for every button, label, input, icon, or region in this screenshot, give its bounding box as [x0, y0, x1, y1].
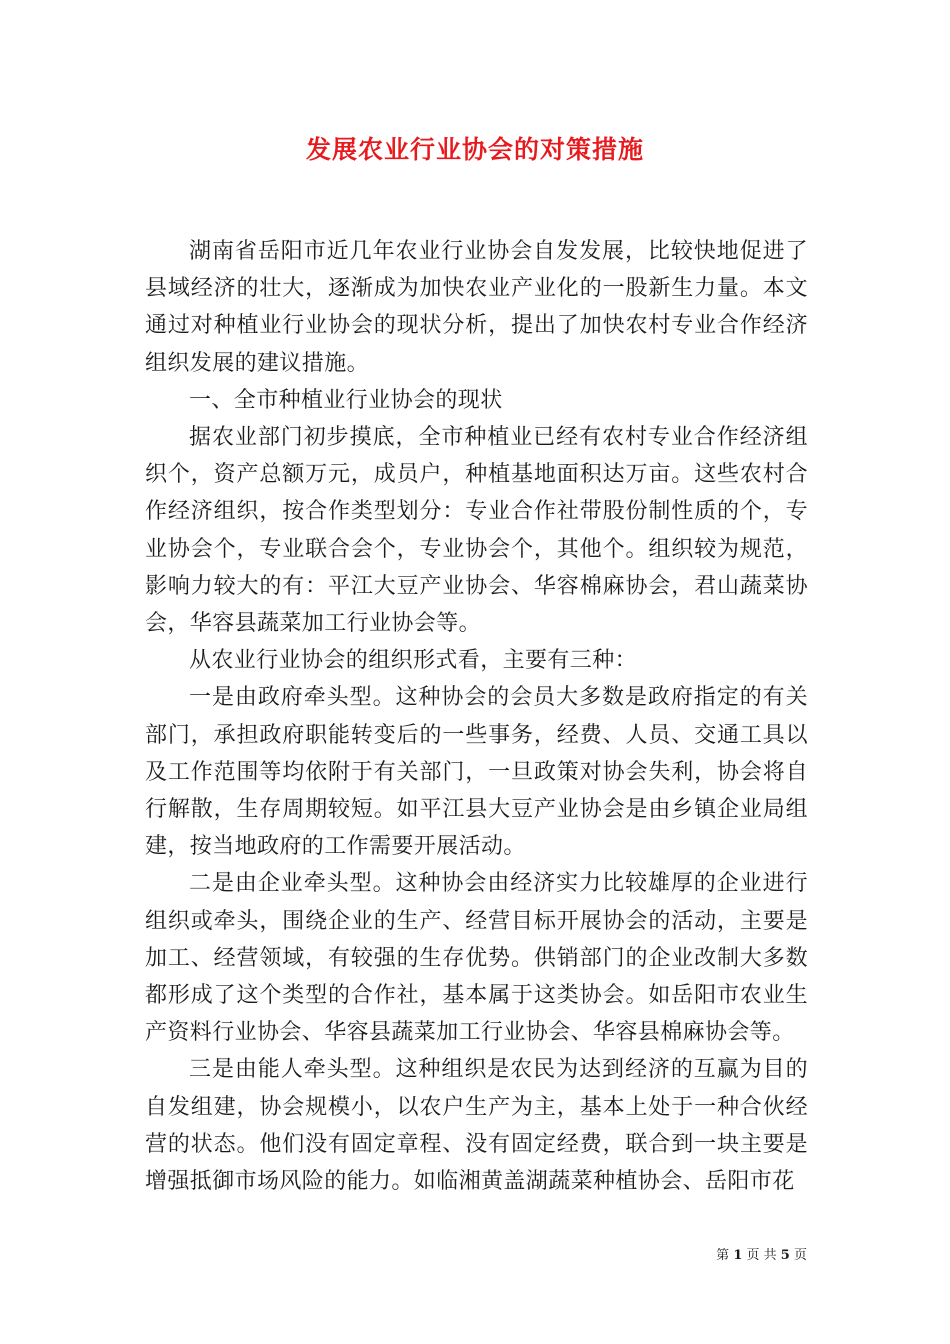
section-heading: 一、全市种植业行业协会的现状 — [189, 387, 503, 413]
leader-led-paragraph: 三是由能人牵头型。这种组织是农民为达到经济的互赢为目的自发组建，协会规模小，以农户生产为主，基本上处于一种合伙经营的状态。他们没有固定章程、没有固定经费，联合到一块主要是增强抵御市场风险的能力。如临湘黄盖湖蔬菜种植协会、岳阳市花 — [145, 1057, 808, 1195]
enterprise-led-paragraph: 二是由企业牵头型。这种协会由经济实力比较雄厚的企业进行组织或牵头，围绕企业的生产、经营目标开展协会的活动，主要是加工、经营领域，有较强的生存优势。供销部门的企业改制大多数都形成了这个类型的合作社，基本属于这类协会。如岳阳市农业生产资料行业协会、华容县蔬菜加工行业协会、华容县棉麻协会等。 — [145, 871, 808, 1046]
current-page-number: 1 — [733, 1248, 743, 1263]
government-led-paragraph: 一是由政府牵头型。这种协会的会员大多数是政府指定的有关部门，承担政府职能转变后的一些事务，经费、人员、交通工具以及工作范围等均依附于有关部门，一旦政策对协会失利，协会将自行解散，生存周期较短。如平江县大豆产业协会是由乡镇企业局组建，按当地政府的工作需要开展活动。 — [145, 685, 808, 860]
document-body — [145, 233, 808, 1200]
document-title: 发展农业行业协会的对策措施 — [305, 135, 644, 164]
total-page-number: 5 — [780, 1248, 790, 1263]
intro-paragraph: 湖南省岳阳市近几年农业行业协会自发发展，比较快地促进了县域经济的壮大，逐渐成为加快农业产业化的一股新生力量。本文通过对种植业行业协会的现状分析，提出了加快农村专业合作经济组织发展的建议措施。 — [145, 239, 808, 376]
forms-intro-paragraph: 从农业行业协会的组织形式看，主要有三种： — [189, 648, 638, 674]
status-paragraph: 据农业部门初步摸底，全市种植业已经有农村专业合作经济组织个，资产总额万元，成员户，种植基地面积达万亩。这些农村合作经济组织，按合作类型划分：专业合作社带股份制性质的个，专业协会个，专业联合会个，专业协会个，其他个。组织较为规范，影响力较大的有：平江大豆产业协会、华容棉麻协会，君山蔬菜协会，华容县蔬菜加工行业协会等。 — [145, 425, 808, 637]
page-number-footer — [716, 1247, 807, 1265]
footer-prefix: 第 — [716, 1248, 730, 1263]
footer-middle: 页 共 — [746, 1248, 777, 1263]
footer-suffix: 页 — [793, 1248, 807, 1263]
